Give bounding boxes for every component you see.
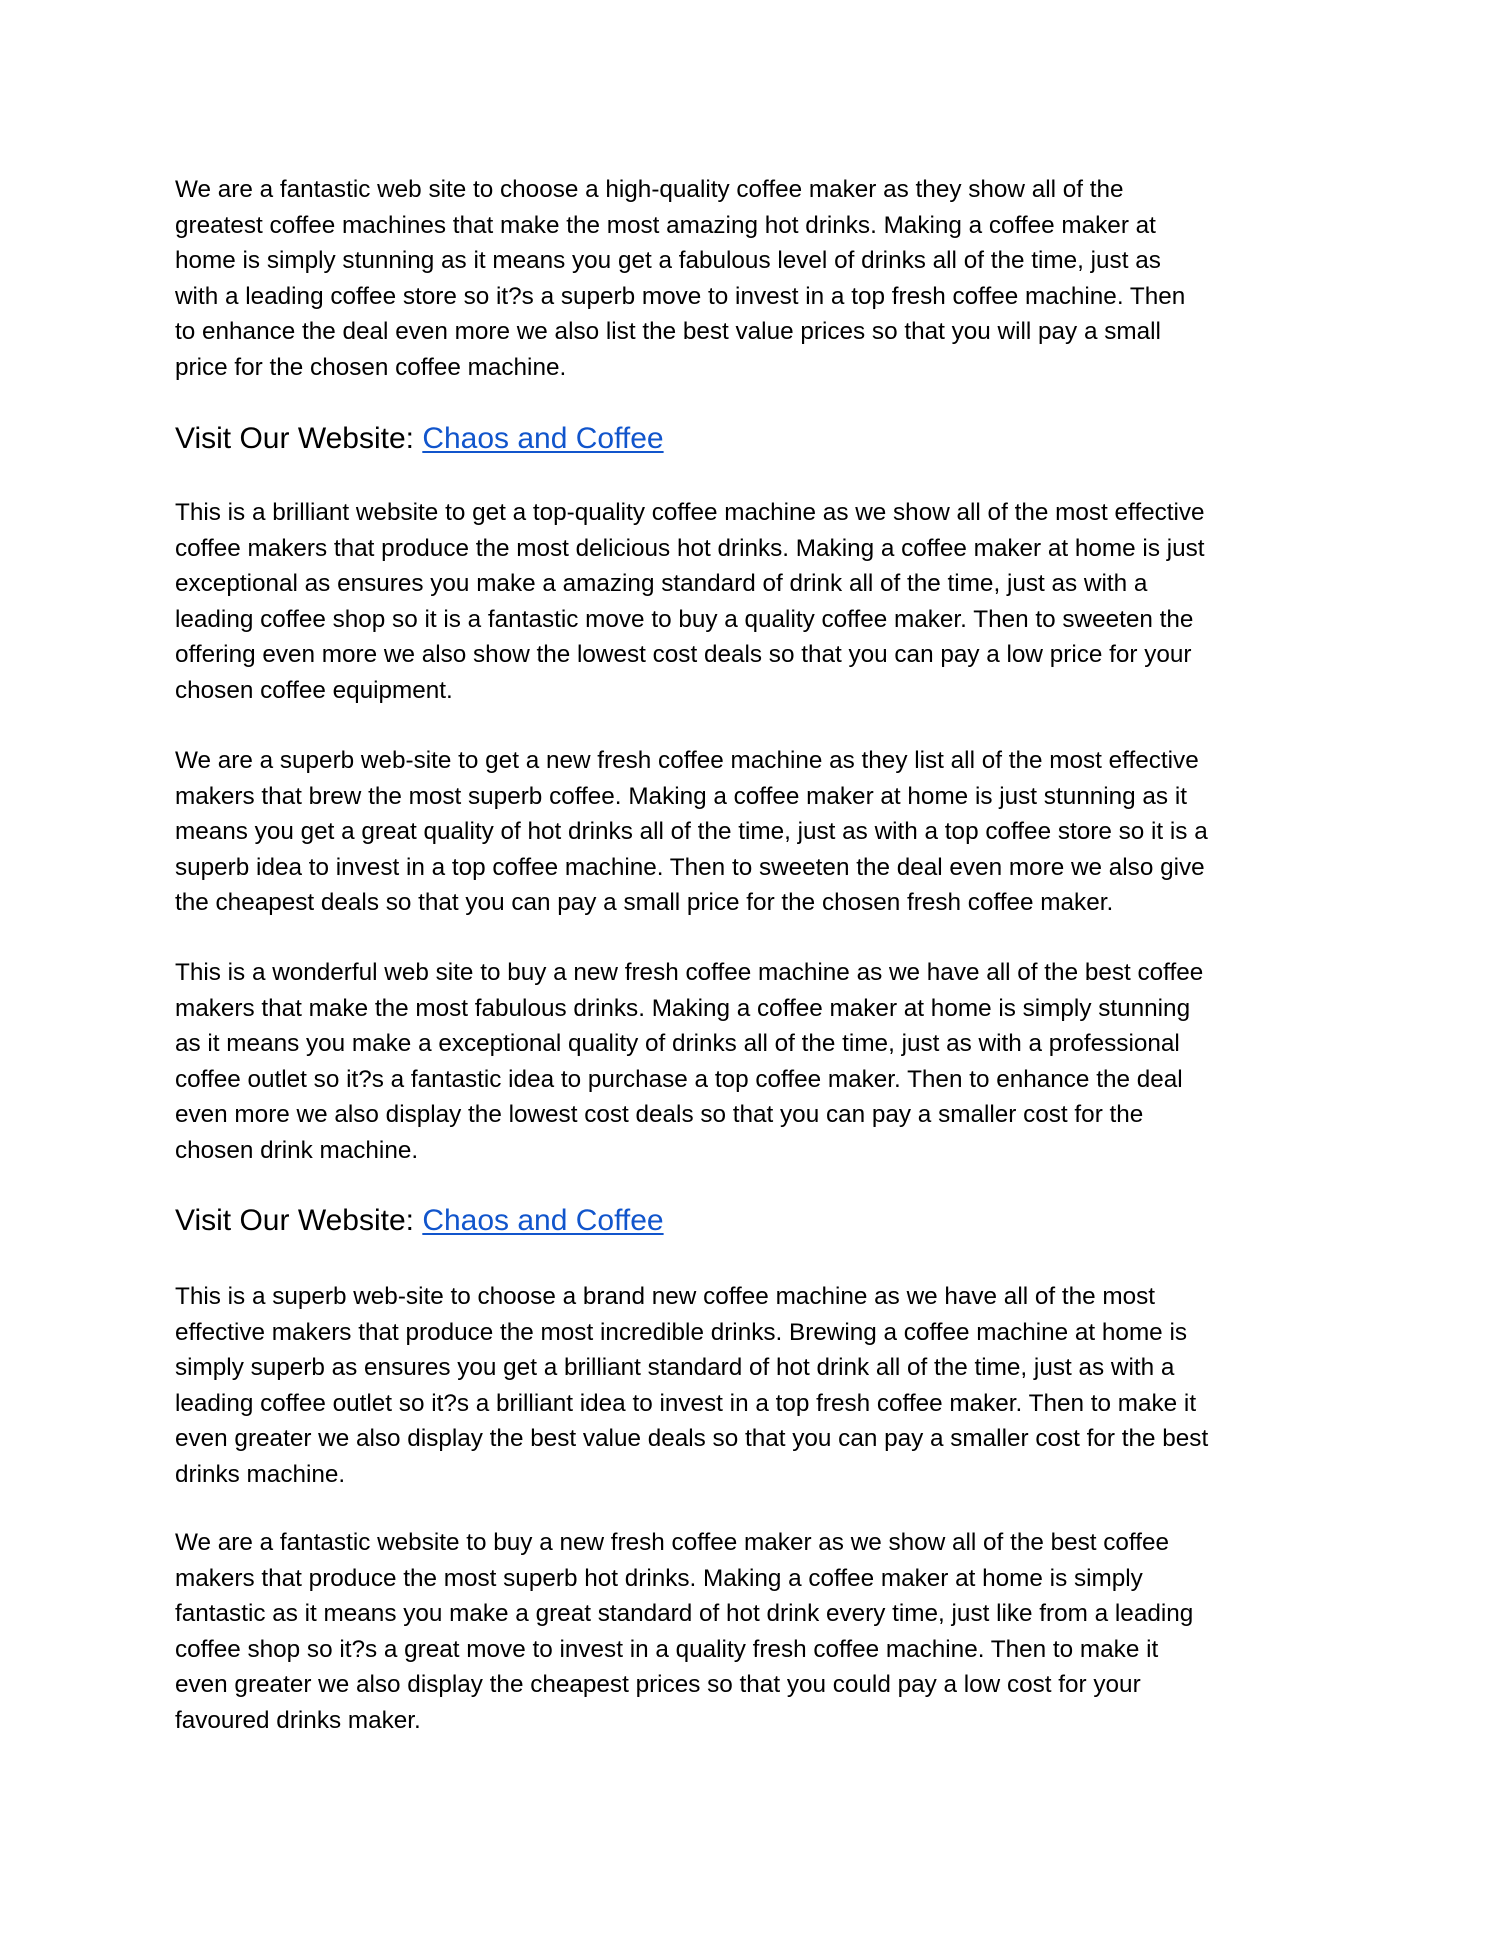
paragraph-line: greatest coffee machines that make the most amazing hot drinks. Making a coffee maker at: [175, 211, 1156, 239]
paragraph-line: to enhance the deal even more we also list the best value prices so that you will pay a small: [175, 318, 1161, 345]
paragraph-5: [175, 1279, 1208, 1492]
paragraph-line: drinks machine.: [175, 1460, 346, 1488]
paragraph-6: [175, 1525, 1193, 1738]
paragraph-line: We are a fantastic website to buy a new fresh coffee maker as we show all of the best coffee: [175, 1529, 1170, 1556]
paragraph-line: even more we also display the lowest cost deals so that you can pay a smaller cost for the: [175, 1101, 1144, 1128]
visit-website-heading-1: [175, 421, 664, 457]
paragraph-line: simply superb as ensures you get a brilliant standard of hot drink all of the time, just as with a: [175, 1354, 1175, 1381]
paragraph-line: as it means you make a exceptional quality of drinks all of the time, just as with a professional: [175, 1030, 1180, 1057]
paragraph-line: This is a brilliant website to get a top-quality coffee machine as we show all of the most effective: [175, 499, 1205, 526]
paragraph-line: favoured drinks maker.: [175, 1706, 421, 1734]
paragraph-line: coffee makers that produce the most delicious hot drinks. Making a coffee maker at home is just: [175, 534, 1205, 562]
paragraph-line: the cheapest deals so that you can pay a small price for the chosen fresh coffee maker.: [175, 889, 1114, 916]
paragraph-line: makers that brew the most superb coffee. Making a coffee maker at home is just stunning as it: [175, 782, 1187, 810]
paragraph-line: effective makers that produce the most incredible drinks. Brewing a coffee machine at home is: [175, 1318, 1187, 1346]
paragraph-line: fantastic as it means you make a great standard of hot drink every time, just like from a leading: [175, 1600, 1194, 1627]
paragraph-line: This is a wonderful web site to buy a new fresh coffee machine as we have all of the best coffee: [175, 959, 1204, 986]
visit-website-heading-2: [175, 1203, 664, 1239]
paragraph-line: makers that make the most fabulous drinks. Making a coffee maker at home is simply stunning: [175, 994, 1191, 1022]
paragraph-3: [175, 743, 1208, 921]
paragraph-line: We are a fantastic web site to choose a high-quality coffee maker as they show all of the: [175, 176, 1124, 203]
paragraph-line: offering even more we also show the lowest cost deals so that you can pay a low price for your: [175, 641, 1192, 668]
paragraph-line: even greater we also display the best value deals so that you can pay a smaller cost for the best: [175, 1425, 1209, 1452]
paragraph-line: exceptional as ensures you make a amazing standard of drink all of the time, just as with a: [175, 570, 1148, 597]
paragraph-1: [175, 172, 1185, 385]
visit-label: Visit Our Website:: [175, 1204, 423, 1237]
paragraph-line: makers that produce the most superb hot drinks. Making a coffee maker at home is simply: [175, 1564, 1143, 1592]
paragraph-4: [175, 955, 1203, 1168]
paragraph-line: We are a superb web-site to get a new fresh coffee machine as they list all of the most effective: [175, 747, 1199, 774]
paragraph-line: coffee outlet so it?s a fantastic idea to purchase a top coffee maker. Then to enhance the deal: [175, 1065, 1183, 1093]
paragraph-line: leading coffee outlet so it?s a brilliant idea to invest in a top fresh coffee maker. Then to make it: [175, 1389, 1197, 1417]
paragraph-line: price for the chosen coffee machine.: [175, 353, 567, 381]
paragraph-line: home is simply stunning as it means you get a fabulous level of drinks all of the time, just as: [175, 247, 1161, 274]
paragraph-line: even greater we also display the cheapest prices so that you could pay a low cost for your: [175, 1671, 1141, 1698]
paragraph-line: leading coffee shop so it is a fantastic move to buy a quality coffee maker. Then to sweeten the: [175, 605, 1194, 633]
paragraph-line: with a leading coffee store so it?s a superb move to invest in a top fresh coffee machine. Then: [175, 282, 1186, 310]
paragraph-line: means you get a great quality of hot drinks all of the time, just as with a top coffee store so it is a: [175, 818, 1208, 845]
paragraph-line: coffee shop so it?s a great move to invest in a quality fresh coffee machine. Then to make it: [175, 1635, 1159, 1663]
chaos-and-coffee-link[interactable]: Chaos and Coffee: [422, 1204, 664, 1237]
paragraph-line: chosen drink machine.: [175, 1136, 419, 1164]
paragraph-line: superb idea to invest in a top coffee machine. Then to sweeten the deal even more we also give: [175, 853, 1205, 881]
paragraph-line: This is a superb web-site to choose a brand new coffee machine as we have all of the most: [175, 1283, 1156, 1310]
paragraph-2: [175, 495, 1205, 708]
chaos-and-coffee-link[interactable]: Chaos and Coffee: [422, 422, 664, 455]
paragraph-line: chosen coffee equipment.: [175, 676, 453, 704]
visit-label: Visit Our Website:: [175, 422, 423, 455]
